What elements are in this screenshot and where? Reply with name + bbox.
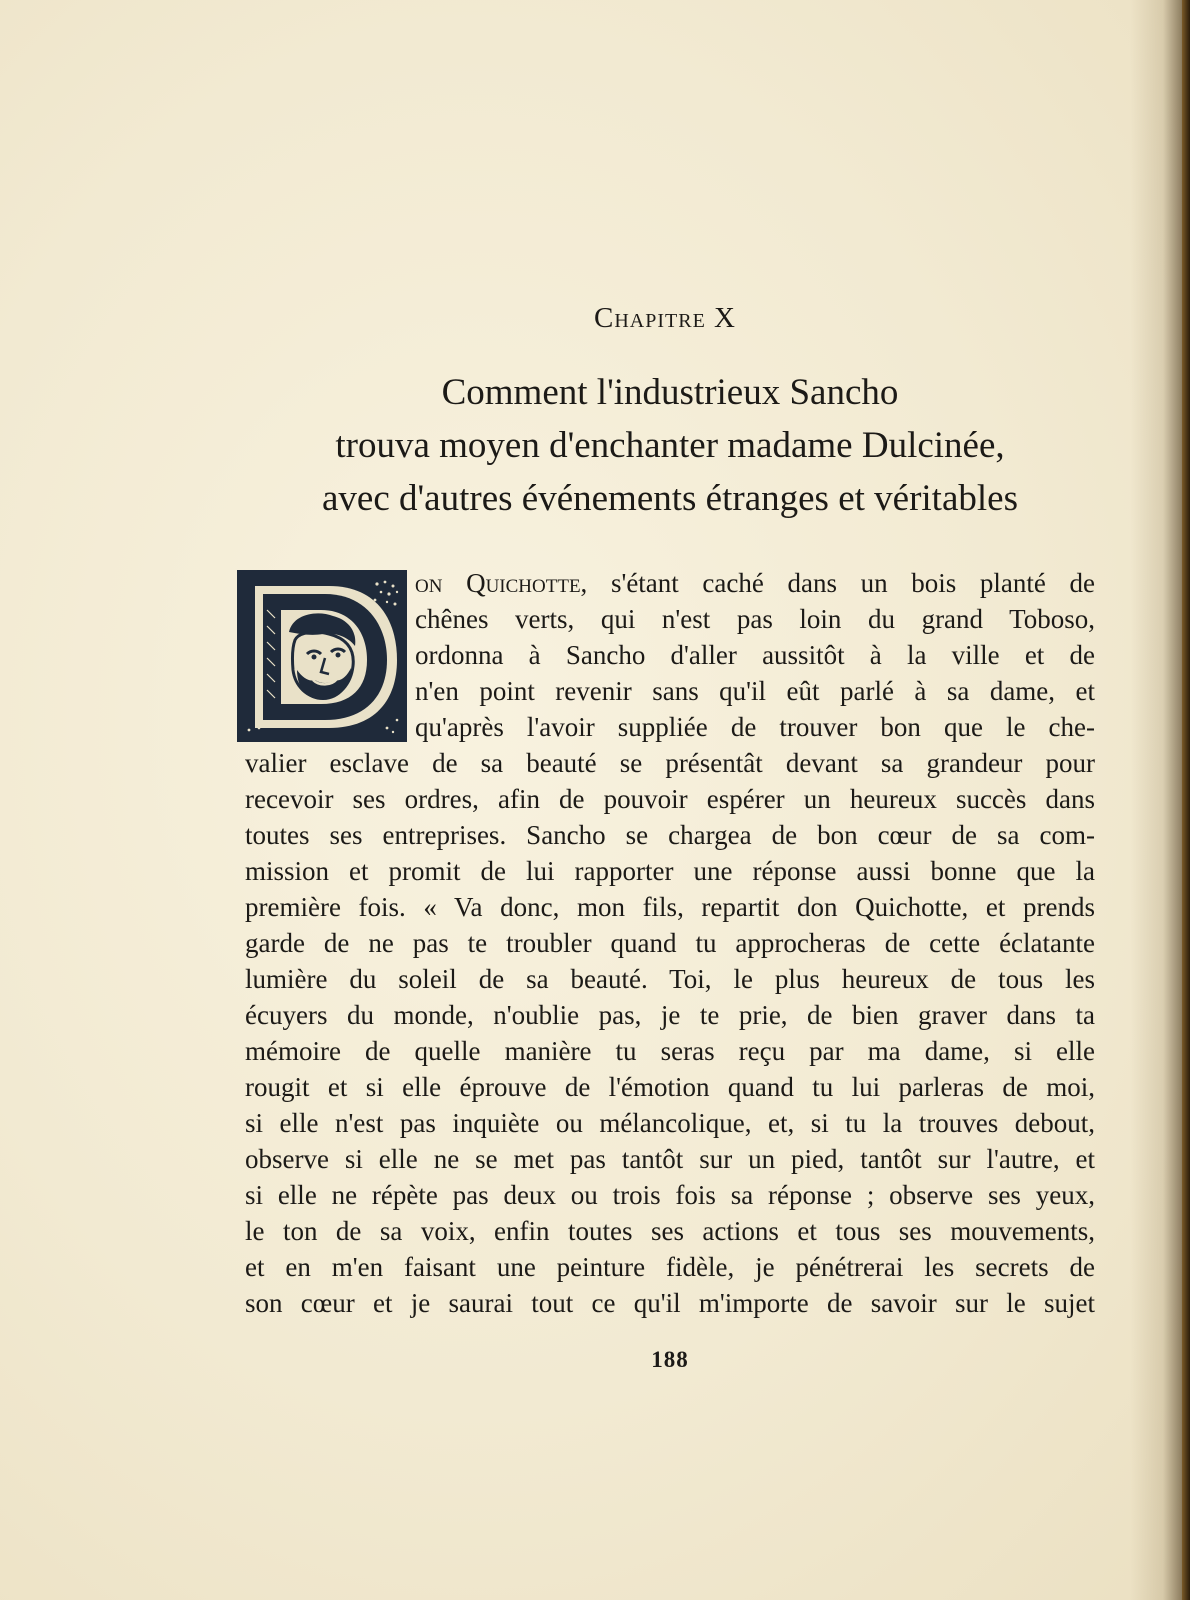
body-line: valier esclave de sa beauté se présentât devant sa grandeur pour bbox=[245, 748, 1095, 778]
body-text bbox=[245, 565, 1095, 1321]
body-line bbox=[415, 565, 1095, 601]
body-line: garde de ne pas te troubler quand tu approcheras de cette éclatante bbox=[245, 928, 1095, 958]
body-line: si elle n'est pas inquiète ou mélancolique, et, si tu la trouves debout, bbox=[245, 1108, 1095, 1138]
body-line: chênes verts, qui n'est pas loin du grand Toboso, bbox=[415, 604, 1095, 634]
chapter-title bbox=[240, 366, 1100, 525]
body-line-text: s'étant caché dans un bois planté de bbox=[587, 568, 1095, 598]
chapter-title-line: Comment l'industrieux Sancho bbox=[441, 372, 899, 413]
body-line: le ton de sa voix, enfin toutes ses actions et tous ses mouvements, bbox=[245, 1216, 1095, 1246]
body-line: qu'après l'avoir suppliée de trouver bon que le che- bbox=[415, 712, 1095, 742]
chapter-title-line: avec d'autres événements étranges et véritables bbox=[322, 478, 1018, 519]
body-line: recevoir ses ordres, afin de pouvoir espérer un heureux succès dans bbox=[245, 784, 1095, 814]
body-line: ordonna à Sancho d'aller aussitôt à la ville et de bbox=[415, 640, 1095, 670]
chapter-title-line: trouva moyen d'enchanter madame Dulcinée, bbox=[335, 425, 1005, 466]
book-spine-edge bbox=[1182, 0, 1190, 1600]
body-line: lumière du soleil de sa beauté. Toi, le plus heureux de tous les bbox=[245, 964, 1095, 994]
body-line: mémoire de quelle manière tu seras reçu par ma dame, si elle bbox=[245, 1036, 1095, 1066]
book-spine-shadow bbox=[1130, 0, 1190, 1600]
body-line: toutes ses entreprises. Sancho se chargea de bon cœur de sa com- bbox=[245, 820, 1095, 850]
body-line: et en m'en faisant une peinture fidèle, je pénétrerai les secrets de bbox=[245, 1252, 1095, 1282]
small-caps-opening: on Quichotte, bbox=[415, 568, 588, 598]
body-line: écuyers du monde, n'oublie pas, je te prie, de bien graver dans ta bbox=[245, 1000, 1095, 1030]
body-line: première fois. « Va donc, mon fils, repartit don Quichotte, et prends bbox=[245, 892, 1095, 922]
body-line: observe si elle ne se met pas tantôt sur un pied, tantôt sur l'autre, et bbox=[245, 1144, 1095, 1174]
body-line: rougit et si elle éprouve de l'émotion quand tu lui parleras de moi, bbox=[245, 1072, 1095, 1102]
body-line: son cœur et je saurai tout ce qu'il m'importe de savoir sur le sujet bbox=[245, 1288, 1095, 1318]
body-line: mission et promit de lui rapporter une réponse aussi bonne que la bbox=[245, 856, 1095, 886]
chapter-label: Chapitre X bbox=[594, 302, 736, 334]
body-line: n'en point revenir sans qu'il eût parlé à sa dame, et bbox=[415, 676, 1095, 706]
body-line: si elle ne répète pas deux ou trois fois sa réponse ; observe ses yeux, bbox=[245, 1180, 1095, 1210]
page-number: 188 bbox=[651, 1347, 689, 1372]
